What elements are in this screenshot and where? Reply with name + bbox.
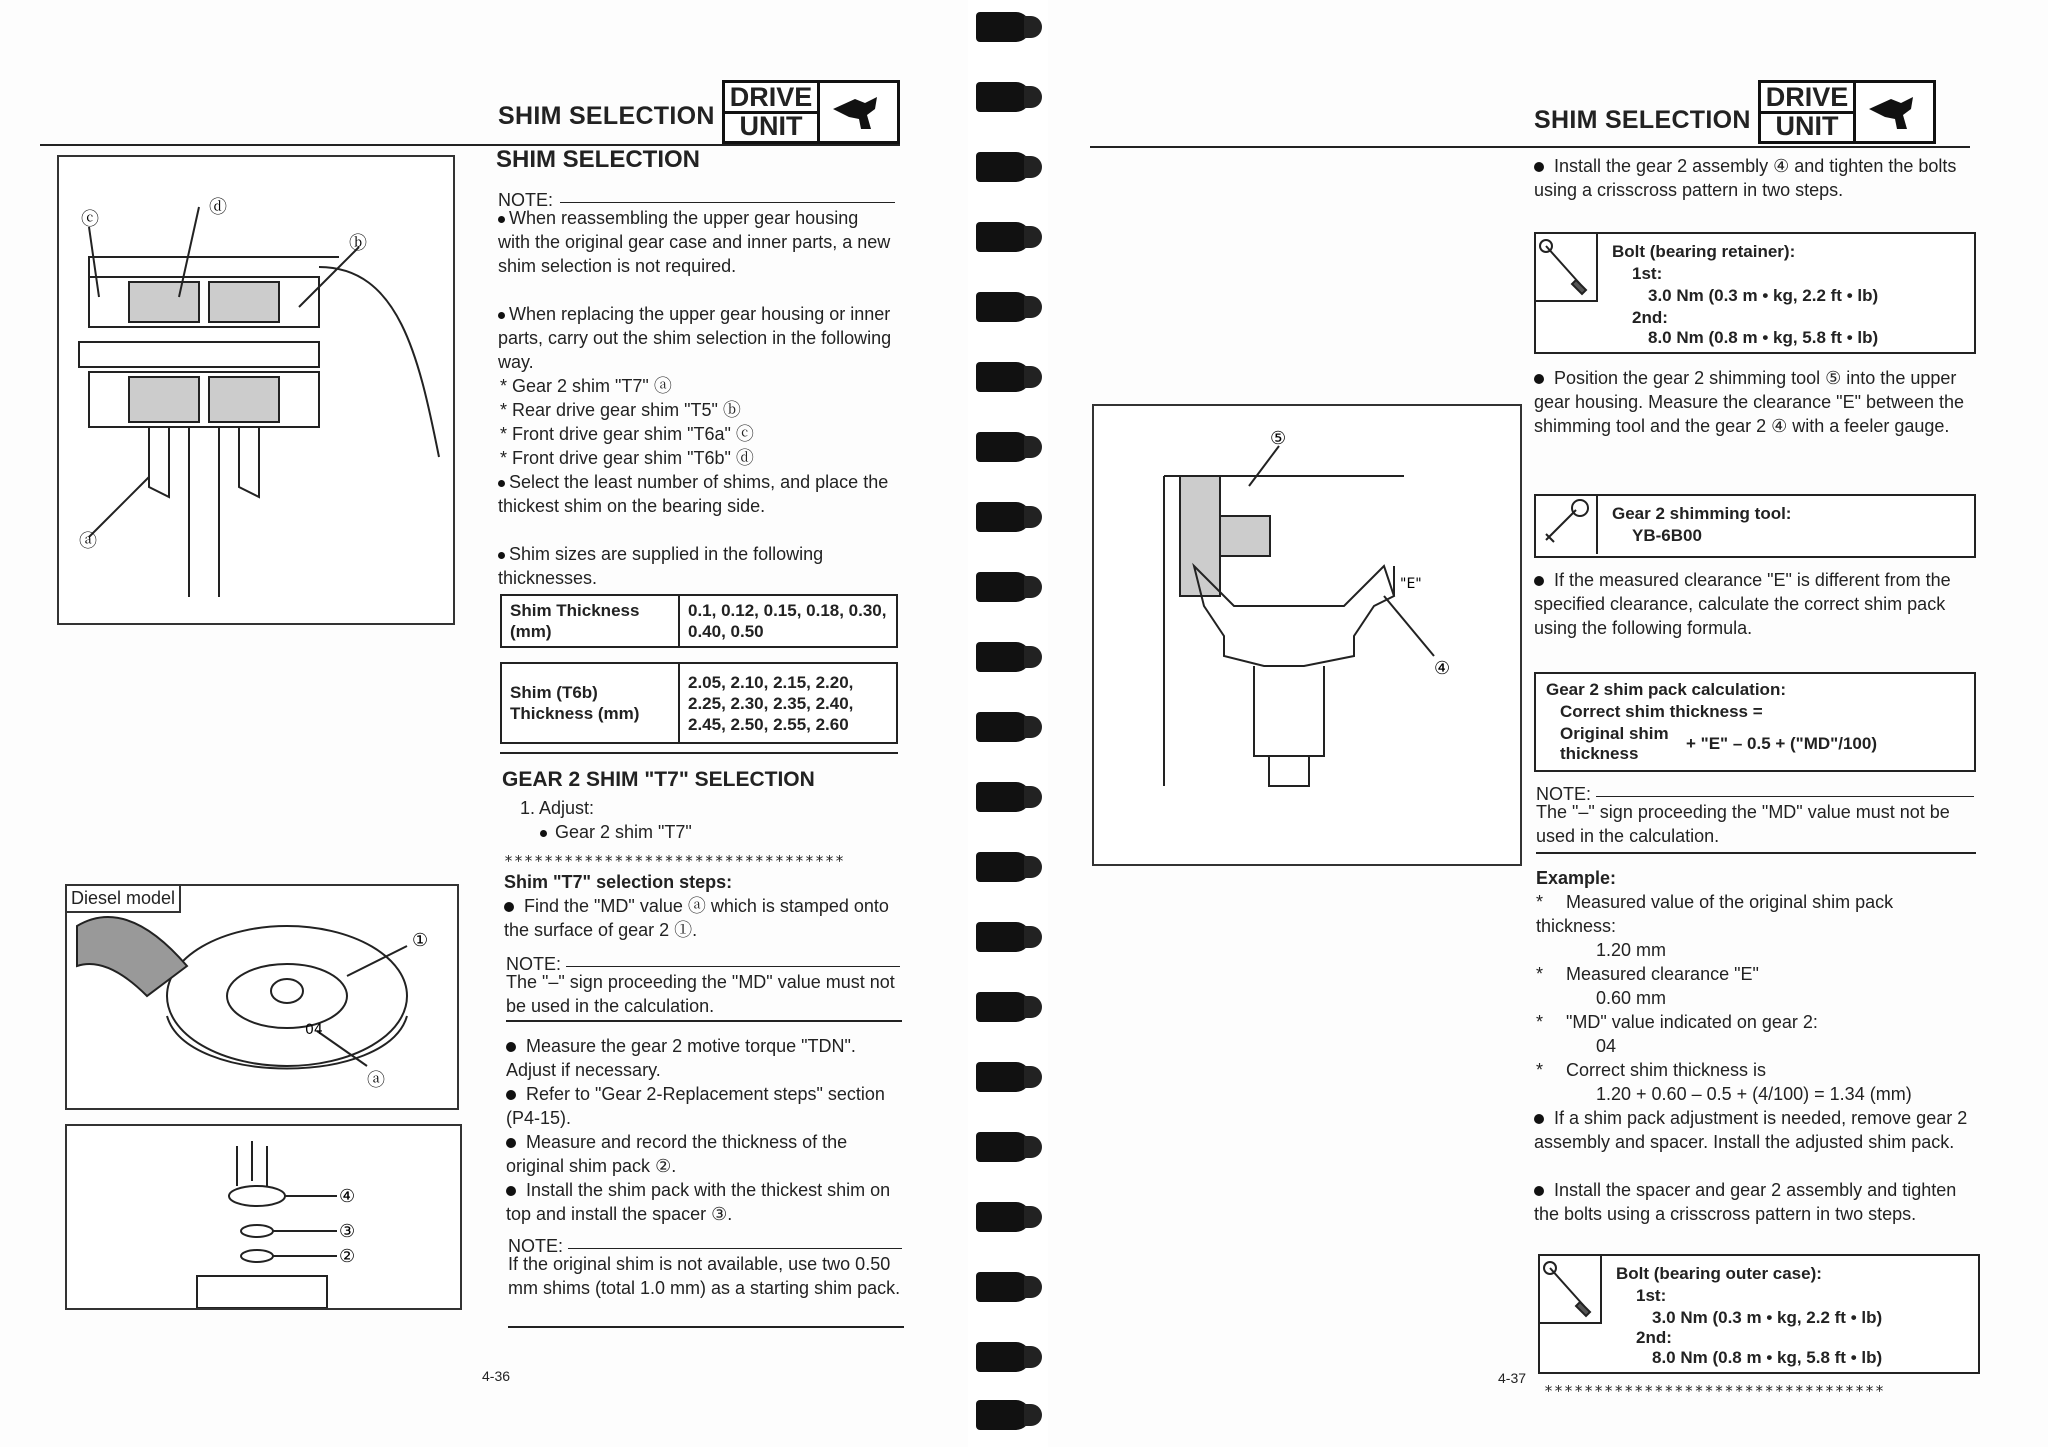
shim-list-item: * Front drive gear shim "T6a" ⓒ — [500, 424, 754, 444]
wrench-icon — [1536, 234, 1598, 302]
header-rule — [1090, 146, 1970, 148]
bullet-dot-icon — [1534, 1186, 1544, 1196]
bolt2-first-label: 1st: — [1636, 1286, 1667, 1305]
step-item: Install the shim pack with the thickest shim on top and install the spacer ③. — [506, 1180, 891, 1224]
example-item: * Measured clearance "E" — [1536, 964, 1759, 984]
example-title: Example: — [1536, 868, 1617, 888]
note-rule — [560, 202, 895, 203]
bullet-dot-icon — [498, 480, 505, 487]
bullet-dot-icon — [498, 552, 505, 559]
page-number-right: 4-37 — [1498, 1370, 1527, 1386]
page-title: SHIM SELECTION — [498, 102, 715, 130]
fig-label-e: "E" — [1400, 576, 1422, 592]
drive-unit-logo: DRIVE UNIT — [722, 80, 900, 144]
fig-label-5: ⑤ — [1270, 428, 1287, 449]
spiral-binding — [968, 0, 1048, 1447]
bolt2-title: Bolt (bearing outer case): — [1616, 1264, 1822, 1283]
step-item: Measure the gear 2 motive torque "TDN". Adjust if necessary. — [506, 1036, 856, 1080]
note-text: The "–" sign proceeding the "MD" value must not be used in the calculation. — [1536, 802, 1950, 846]
fig1-label-b: ⓑ — [349, 233, 367, 254]
note3-label: NOTE: — [508, 1236, 564, 1256]
fig1-label-c: ⓒ — [81, 209, 99, 230]
note2-end-rule — [506, 1020, 902, 1022]
calc-line1: Correct shim thickness = — [1560, 702, 1763, 721]
header-rule — [40, 144, 900, 146]
bolt1-first-value: 3.0 Nm (0.3 m • kg, 2.2 ft • lb) — [1648, 286, 1879, 305]
steps-title: Shim "T7" selection steps: — [504, 872, 733, 892]
fig1-label-a: ⓐ — [79, 531, 97, 552]
example-item: * "MD" value indicated on gear 2: — [1536, 1012, 1818, 1032]
calc-line2b: thickness — [1560, 744, 1639, 763]
shimming-tool-figure — [1092, 404, 1522, 866]
note2-rule — [566, 966, 900, 967]
step-item: Refer to "Gear 2-Replacement steps" section (P4-15). — [506, 1084, 885, 1128]
fig2-label-a: ⓐ — [367, 1070, 385, 1091]
bolt2-second-value: 8.0 Nm (0.8 m • kg, 5.8 ft • lb) — [1652, 1348, 1883, 1367]
drive-unit-icon — [1861, 89, 1925, 137]
fig2-label-04: 04 — [305, 1022, 323, 1038]
bolt-spec-box — [1534, 232, 1976, 354]
bolt1-title: Bolt (bearing retainer): — [1612, 242, 1796, 261]
table-values: 0.1, 0.12, 0.15, 0.18, 0.30, 0.40, 0.50 — [679, 595, 897, 647]
bolt1-second-label: 2nd: — [1632, 308, 1668, 327]
bolt2-second-label: 2nd: — [1636, 1328, 1672, 1347]
shim-list-item: * Front drive gear shim "T6b" ⓓ — [500, 448, 754, 468]
note-item-3: Select the least number of shims, and place the thickest shim on the bearing side. — [498, 472, 889, 516]
table-values: 2.05, 2.10, 2.15, 2.20, 2.25, 2.30, 2.35, 2.40, 2.45, 2.50, 2.55, 2.60 — [679, 663, 897, 743]
calc-line2c: + "E" – 0.5 + ("MD"/100) — [1686, 734, 1877, 753]
bullet-dot-icon — [506, 1138, 516, 1148]
tool-spec-box — [1534, 494, 1976, 558]
shim-table-2 — [500, 662, 898, 744]
section-rule — [500, 752, 898, 754]
shim-stack-figure — [65, 1124, 462, 1310]
section-title: SHIM SELECTION — [496, 146, 701, 173]
bullet-install-spacer: Install the spacer and gear 2 assembly and tighten the bolts using a crisscross pattern in two steps. — [1534, 1180, 1957, 1224]
adjust-step: 1. Adjust: — [520, 798, 595, 818]
shim-table-1 — [500, 594, 898, 648]
drive-unit-logo: DRIVE UNIT — [1758, 80, 1936, 144]
table-label: Shim Thickness (mm) — [501, 595, 679, 647]
bullet-dot-icon — [498, 216, 505, 223]
fig1-label-d: ⓓ — [209, 197, 227, 218]
note-label: NOTE: — [498, 190, 554, 210]
bullet-dot-icon — [498, 312, 505, 319]
right-page — [1048, 0, 2048, 1447]
example-value: 1.20 + 0.60 – 0.5 + (4/100) = 1.34 (mm) — [1596, 1084, 1912, 1104]
bullet-dot-icon — [1534, 162, 1544, 172]
step-item: Find the "MD" value ⓐ which is stamped onto the surface of gear 2 ①. — [504, 896, 889, 940]
example-value: 04 — [1596, 1036, 1617, 1056]
example-value: 0.60 mm — [1596, 988, 1667, 1008]
divider-stars: ********************************** — [1544, 1382, 1886, 1400]
page-title: SHIM SELECTION — [1534, 106, 1751, 134]
bolt1-second-value: 8.0 Nm (0.8 m • kg, 5.8 ft • lb) — [1648, 328, 1879, 347]
adjust-item: Gear 2 shim "T7" — [540, 820, 692, 844]
shim-list-item: * Rear drive gear shim "T5" ⓑ — [500, 400, 741, 420]
bullet-install-gear: Install the gear 2 assembly ④ and tighten the bolts using a crisscross pattern in two steps. — [1534, 156, 1957, 200]
note-item-1: When reassembling the upper gear housing with the original gear case and inner parts, a new shim selection is not required. — [498, 208, 891, 276]
example-item: * Correct shim thickness is — [1536, 1060, 1767, 1080]
gear-assembly-figure — [57, 155, 455, 625]
step-item: Measure and record the thickness of the original shim pack ②. — [506, 1132, 848, 1176]
tool-code: YB-6B00 — [1632, 526, 1702, 545]
tool-title: Gear 2 shimming tool: — [1612, 504, 1792, 523]
note2-label: NOTE: — [506, 954, 562, 974]
note3-text: If the original shim is not available, use two 0.50 mm shims (total 1.0 mm) as a starting shim pack. — [508, 1254, 901, 1298]
left-page — [0, 0, 968, 1447]
bolt2-first-value: 3.0 Nm (0.3 m • kg, 2.2 ft • lb) — [1652, 1308, 1883, 1327]
note-item-2: When replacing the upper gear housing or inner parts, carry out the shim selection in the following way. — [498, 304, 892, 372]
bullet-adjustment: If a shim pack adjustment is needed, remove gear 2 assembly and spacer. Install the adjusted shim pack. — [1534, 1108, 1968, 1152]
fig-label-4: ④ — [1434, 658, 1451, 679]
note3-rule — [568, 1248, 902, 1249]
diesel-model-label: Diesel model — [67, 886, 181, 913]
note-label: NOTE: — [1536, 784, 1592, 804]
fig3-label-3: ③ — [339, 1221, 356, 1242]
bolt1-first-label: 1st: — [1632, 264, 1663, 283]
bullet-dot-icon — [506, 1042, 516, 1052]
calc-line2a: Original shim — [1560, 724, 1669, 743]
tool-icon — [1536, 496, 1598, 554]
fig3-label-4: ④ — [339, 1186, 356, 1207]
bullet-dot-icon — [540, 830, 547, 837]
fig3-label-2: ② — [339, 1246, 356, 1267]
bullet-dot-icon — [1534, 374, 1544, 384]
divider-stars: ********************************** — [504, 852, 846, 870]
table-label: Shim (T6b) Thickness (mm) — [501, 663, 679, 743]
note3-end-rule — [508, 1326, 904, 1328]
bolt-outer-spec-box — [1538, 1254, 1980, 1374]
calc-title: Gear 2 shim pack calculation: — [1546, 680, 1786, 699]
bullet-measured: If the measured clearance "E" is different from the specified clearance, calculate the correct shim pack using the following formula. — [1534, 570, 1951, 638]
bullet-dot-icon — [1534, 576, 1544, 586]
note-item-4: Shim sizes are supplied in the following thicknesses. — [498, 544, 824, 588]
bullet-dot-icon — [504, 902, 514, 912]
bullet-dot-icon — [506, 1090, 516, 1100]
example-item: * Measured value of the original shim pack thickness: — [1536, 892, 1894, 936]
shim-list-item: * Gear 2 shim "T7" ⓐ — [500, 376, 672, 396]
bullet-dot-icon — [506, 1186, 516, 1196]
note2-text: The "–" sign proceeding the "MD" value must not be used in the calculation. — [506, 972, 895, 1016]
bullet-position-tool: Position the gear 2 shimming tool ⑤ into the upper gear housing. Measure the clearance "E" between the shimming tool and the gear 2 ④ with a feeler gauge. — [1534, 368, 1965, 436]
gear-shim-title: GEAR 2 SHIM "T7" SELECTION — [502, 768, 815, 791]
drive-unit-icon — [825, 89, 889, 137]
wrench-icon — [1540, 1256, 1602, 1324]
note-rule — [1596, 796, 1974, 797]
note-end-rule — [1536, 852, 1976, 854]
example-value: 1.20 mm — [1596, 940, 1667, 960]
gear2-figure — [65, 884, 459, 1110]
calculation-box — [1534, 672, 1976, 772]
bullet-dot-icon — [1534, 1114, 1544, 1124]
page-number-left: 4-36 — [482, 1368, 511, 1384]
fig2-label-1: ① — [412, 930, 429, 951]
